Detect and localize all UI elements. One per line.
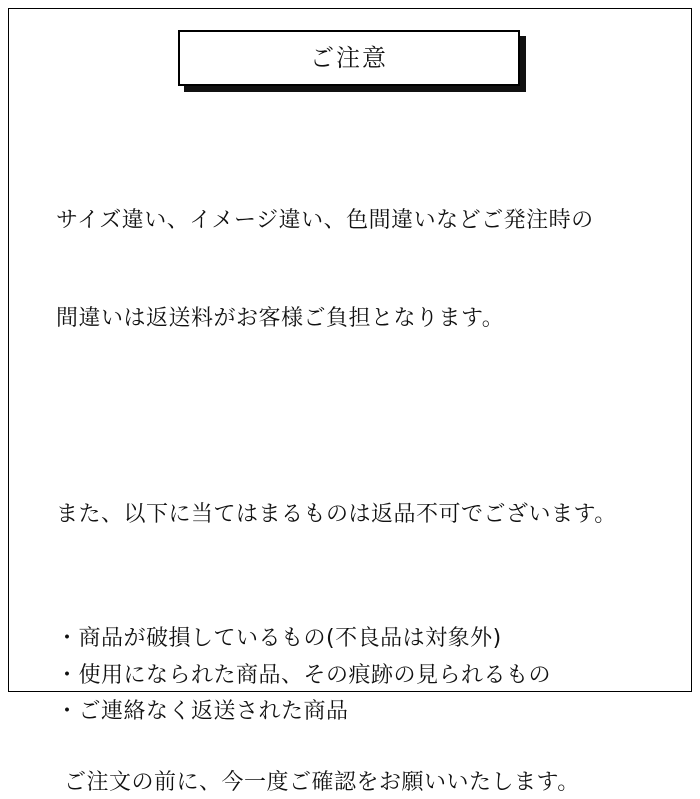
paragraph-line: サイズ違い、イメージ違い、色間違いなどご発注時の xyxy=(56,208,594,234)
list-item: ・商品が破損しているもの(不良品は対象外) xyxy=(56,626,502,652)
page-title: ご注意 xyxy=(310,44,388,72)
list-item: ・ご連絡なく返送された商品 xyxy=(56,699,349,725)
list-item: ・使用になられた商品、その痕跡の見られるもの xyxy=(56,662,552,688)
paragraph-line: 間違いは返送料がお客様ご負担となります。 xyxy=(56,305,505,331)
closing-message: ご注文の前に、今一度ご確認をお願いいたします。 xyxy=(64,769,580,795)
paragraph-line: また、以下に当てはまるものは返品不可でございます。 xyxy=(56,502,617,528)
paragraph-return-fee xyxy=(56,140,656,400)
spacer xyxy=(56,400,656,434)
spacer xyxy=(56,733,656,767)
title-box xyxy=(178,30,520,86)
paragraph-non-returnable-intro xyxy=(56,434,656,597)
title-box-inner xyxy=(178,30,520,86)
non-returnable-list xyxy=(56,623,656,729)
notice-body xyxy=(56,140,656,799)
spacer xyxy=(56,597,656,623)
